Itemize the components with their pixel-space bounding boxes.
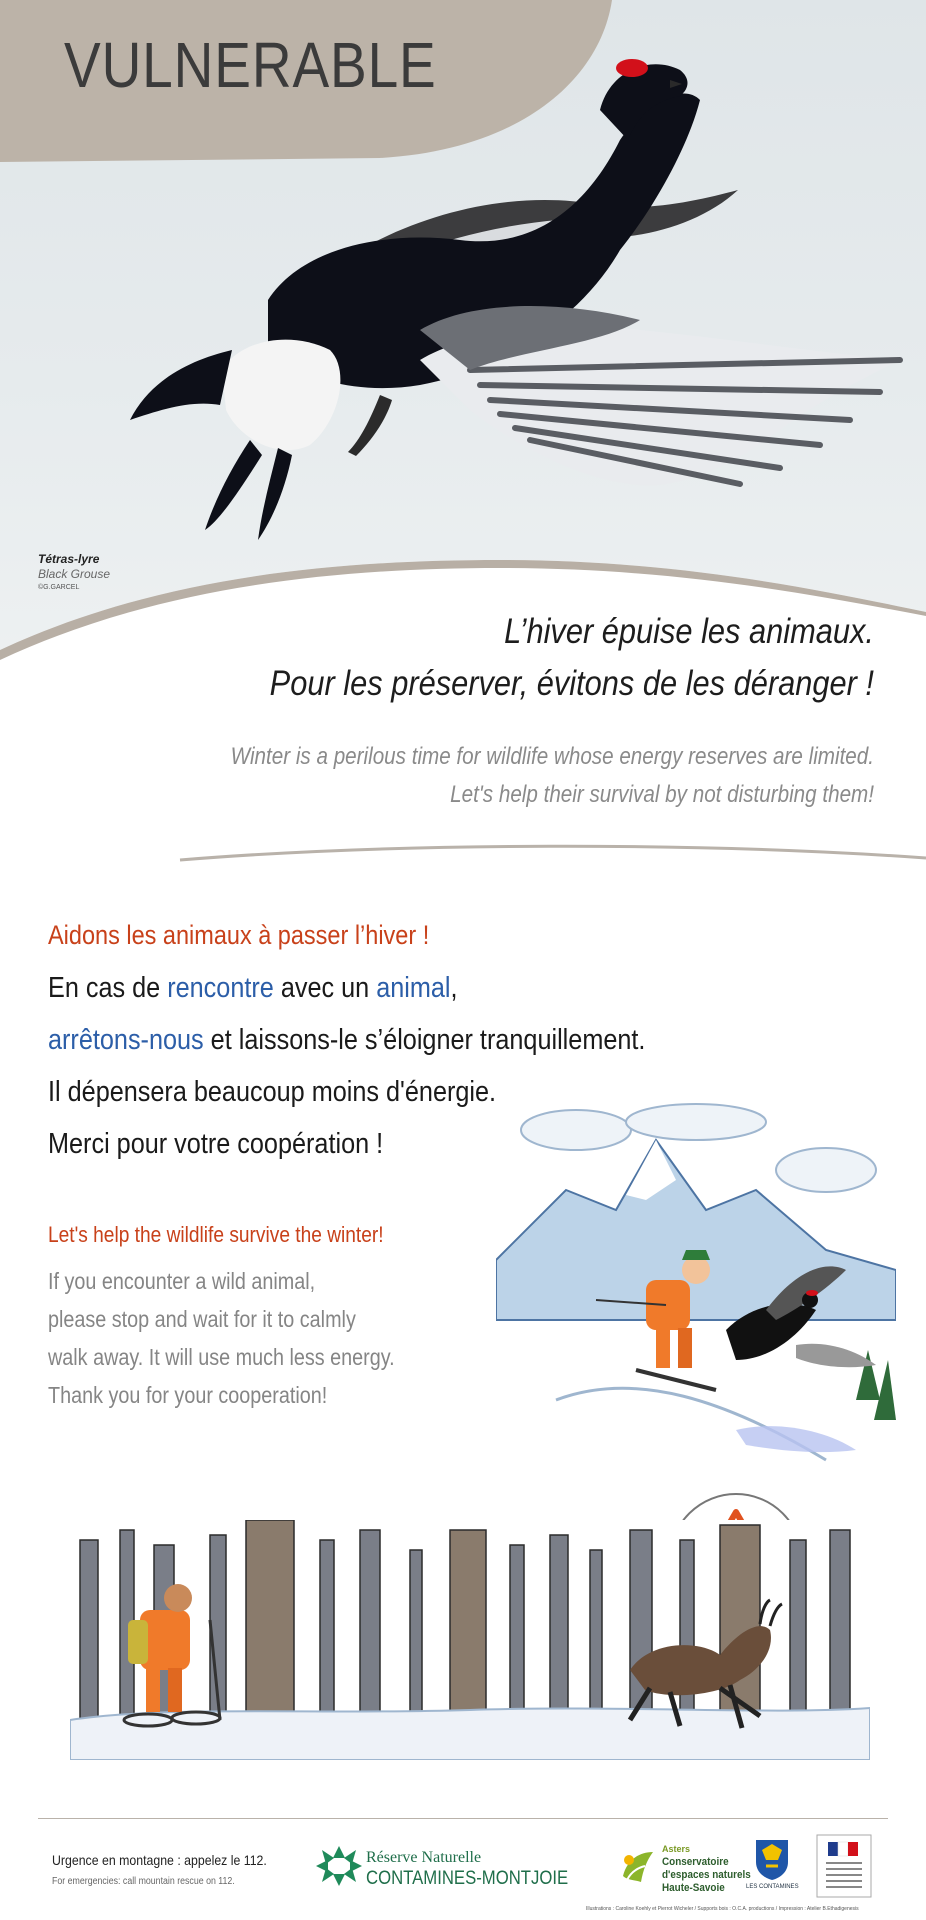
headline-line2: Pour les préserver, évitons de les déranger ! xyxy=(269,664,875,703)
word-animal: animal xyxy=(376,972,451,1004)
reserve-naturelle-logo xyxy=(314,1844,364,1888)
asters-line2: Conservatoire xyxy=(662,1856,729,1868)
emergency-text: Urgence en montagne : appelez le 112. xyxy=(52,1852,267,1868)
illustration-credits: Illustrations : Caroline Koehly et Pierrot Wicheler / Supports bois : O.C.A. productions / Impression : Atelier B.Ethadigenesis xyxy=(586,1906,859,1912)
asters-line3: d'espaces naturels xyxy=(662,1869,751,1881)
word-rencontre: rencontre xyxy=(167,972,274,1004)
black-grouse-photo xyxy=(0,0,926,690)
english-heading: Let's help the wildlife survive the winter! xyxy=(48,1222,384,1247)
emergency-text-en: For emergencies: call mountain rescue on 112. xyxy=(52,1876,235,1887)
reserve-naturelle-line2: CONTAMINES-MONTJOIE xyxy=(366,1868,569,1889)
word-arretons-nous: arrêtons-nous xyxy=(48,1024,204,1056)
english-line-1: If you encounter a wild animal, xyxy=(48,1268,316,1294)
english-line-2: please stop and wait for it to calmly xyxy=(48,1306,356,1332)
forest-snowshoer-illustration xyxy=(70,1520,870,1760)
headline-sub1: Winter is a perilous time for wildlife whose energy reserves are limited. xyxy=(230,743,874,770)
french-line-2b: et laissons-le s’éloigner tranquillement. xyxy=(203,1024,646,1056)
asters-line4: Haute-Savoie xyxy=(662,1882,725,1894)
page-title: VULNERABLE xyxy=(64,29,437,101)
english-line-3: walk away. It will use much less energy. xyxy=(48,1344,395,1370)
headline-sub2: Let's help their survival by not disturbing them! xyxy=(450,781,874,808)
french-line-1a: En cas de xyxy=(48,972,168,1004)
photo-credit: ©G.GARCEL xyxy=(38,584,80,591)
headline-line1: L’hiver épuise les animaux. xyxy=(504,612,874,651)
french-line-1c: avec un xyxy=(273,972,377,1004)
asters-logo xyxy=(617,1846,659,1888)
contamines-crest-logo xyxy=(752,1836,792,1882)
french-line-2 xyxy=(48,1024,645,1057)
caption-fr: Tétras-lyre xyxy=(38,552,100,566)
french-line-4: Merci pour votre coopération ! xyxy=(48,1128,384,1160)
french-heading: Aidons les animaux à passer l’hiver ! xyxy=(48,920,430,950)
photo-caption xyxy=(38,552,110,591)
french-line-1 xyxy=(48,972,458,1005)
french-line-3: Il dépensera beaucoup moins d'énergie. xyxy=(48,1076,497,1108)
footer-divider xyxy=(38,1818,888,1819)
asters-name: Asters xyxy=(662,1844,691,1854)
caption-en: Black Grouse xyxy=(38,567,111,581)
hero-photo xyxy=(0,0,926,690)
contamines-name: LES CONTAMINES xyxy=(746,1884,799,1890)
section-divider xyxy=(0,840,926,870)
reserve-naturelle-line1: Réserve Naturelle xyxy=(366,1849,482,1866)
english-line-4: Thank you for your cooperation! xyxy=(48,1382,328,1408)
skier-grouse-illustration xyxy=(496,1100,896,1480)
french-line-1e: , xyxy=(450,972,458,1004)
republique-francaise-logo xyxy=(816,1834,872,1898)
